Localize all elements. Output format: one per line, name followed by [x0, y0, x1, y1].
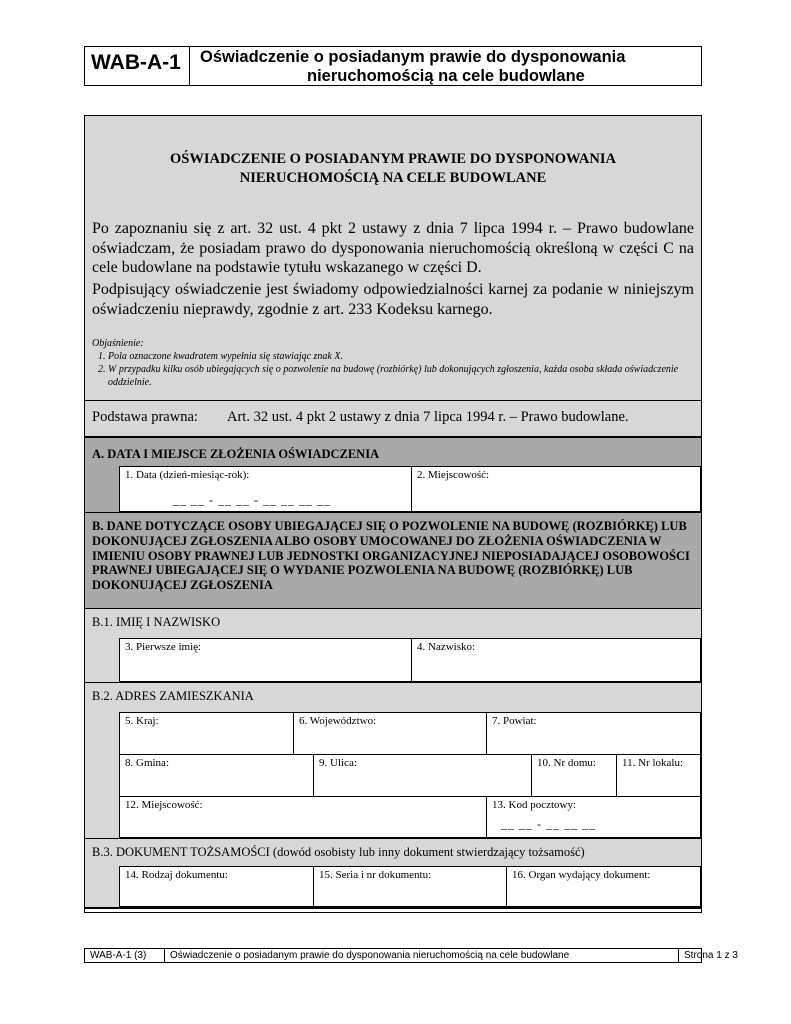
explanation	[92, 337, 694, 389]
footer-page-number: Strona 1 z 3	[684, 950, 738, 961]
section-b3-margin	[85, 866, 119, 907]
legal-basis	[85, 400, 701, 436]
last-name-field[interactable]	[411, 638, 701, 682]
postal-code-field[interactable]	[486, 796, 701, 838]
commune-field[interactable]	[119, 754, 314, 797]
form-frame	[84, 115, 702, 913]
document-issuer-label: 16. Organ wydający dokument:	[512, 869, 651, 881]
flat-number-field[interactable]	[616, 754, 701, 797]
house-number-field[interactable]	[531, 754, 617, 797]
document-number-label: 15. Seria i nr dokumentu:	[319, 869, 432, 881]
section-a-heading: A. DATA I MIEJSCE ZŁOŻENIA OŚWIADCZENIA	[85, 436, 701, 466]
form-title-line2: nieruchomością na cele budowlane	[307, 67, 585, 85]
footer-title: Oświadczenie o posiadanym prawie do dysponowania nieruchomością na cele budowlane	[165, 949, 679, 962]
explanation-item: 1. Pola oznaczone kwadratem wypełnia się stawiając znak X.	[108, 350, 694, 363]
document-type-label: 14. Rodzaj dokumentu:	[125, 869, 228, 881]
section-b3-heading: B.3. DOKUMENT TOŻSAMOŚCI (dowód osobisty lub inny dokument stwierdzający tożsamość)	[85, 838, 701, 866]
statement-title: OŚWIADCZENIE O POSIADANYM PRAWIE DO DYSPONOWANIA NIERUCHOMOŚCIĄ NA CELE BUDOWLANE	[170, 151, 616, 186]
postal-code-label: 13. Kod pocztowy:	[492, 799, 577, 811]
first-name-label: 3. Pierwsze imię:	[125, 641, 202, 653]
document-number-field[interactable]	[313, 866, 507, 907]
section-end-divider	[85, 907, 701, 912]
liability-paragraph: Podpisujący oświadczenie jest świadomy odpowiedzialności karnej za podanie w niniejszym oświadczeniu nieprawdy, zgodnie z art. 233 Kodeksu karnego.	[92, 281, 694, 318]
section-b2-heading: B.2. ADRES ZAMIESZKANIA	[85, 682, 701, 712]
form-header	[84, 46, 702, 86]
section-a-margin	[85, 466, 119, 512]
section-b2-margin	[85, 712, 119, 838]
country-field[interactable]	[119, 712, 294, 755]
city-field[interactable]	[119, 796, 487, 838]
document-issuer-field[interactable]	[506, 866, 701, 907]
county-label: 7. Powiat:	[492, 715, 537, 727]
last-name-label: 4. Nazwisko:	[417, 641, 476, 653]
city-label: 12. Miejscowość:	[125, 799, 203, 811]
place-field-label: 2. Miejscowość:	[417, 469, 490, 481]
legal-basis-label: Podstawa prawna:	[92, 409, 198, 425]
document-type-field[interactable]	[119, 866, 314, 907]
county-field[interactable]	[486, 712, 701, 755]
postal-code-mask: __ __ - __ __ __	[501, 817, 596, 831]
first-name-field[interactable]	[119, 638, 412, 682]
street-label: 9. Ulica:	[319, 757, 357, 769]
statement-paragraph: Po zapoznaniu się z art. 32 ust. 4 pkt 2 ustawy z dnia 7 lipca 1994 r. – Prawo budowlane oświadczam, że posiadam prawo do dysponowania nieruchomością określoną w części C na cele budowlane na podstawie tytułu wskazanego w części D.	[92, 220, 694, 276]
explanation-item: 2. W przypadku kilku osób ubiegających się o pozwolenie na budowę (rozbiórkę) lub dokonujących zgłoszenia, każda osoba składa oświadczenie oddzielnie.	[108, 363, 694, 389]
form-title-line1: Oświadczenie o posiadanym prawie do dysponowania	[200, 48, 626, 66]
voivodeship-field[interactable]	[293, 712, 487, 755]
form-title	[190, 47, 701, 85]
section-b1-margin	[85, 638, 119, 682]
flat-number-label: 11. Nr lokalu:	[622, 757, 683, 769]
date-field-label: 1. Data (dzień-miesiąc-rok):	[125, 469, 250, 481]
voivodeship-label: 6. Województwo:	[299, 715, 377, 727]
house-number-label: 10. Nr domu:	[537, 757, 596, 769]
date-mask: __ __ - __ __ - __ __ __ __	[173, 493, 331, 507]
place-field[interactable]	[411, 466, 701, 512]
form-code: WAB-A-1	[85, 47, 190, 85]
section-b-heading: B. DANE DOTYCZĄCE OSOBY UBIEGAJĄCEJ SIĘ O POZWOLENIE NA BUDOWĘ (ROZBIÓRKĘ) LUB DOKONUJĄCEJ ZGŁOSZENIA ALBO OSOBY UMOCOWANEJ DO ZŁOŻENIA OŚWIADCZENIA W IMIENIU OSOBY PRAWNEJ LUB JEDNOSTKI ORGANIZACYJNEJ NIEPOSIADAJĄCEJ OSOBOWOŚCI PRAWNEJ UBIEGAJĄCEJ SIĘ O WYDANIE POZWOLENIA NA BUDOWĘ (ROZBIÓRKĘ) LUB DOKONUJĄCEJ ZGŁOSZENIA	[85, 512, 701, 608]
commune-label: 8. Gmina:	[125, 757, 169, 769]
intro-section	[85, 116, 701, 400]
footer-code: WAB-A-1 (3)	[85, 949, 165, 962]
page-footer	[84, 948, 738, 963]
street-field[interactable]	[313, 754, 532, 797]
explanation-label: Objaśnienie:	[92, 338, 144, 349]
date-field[interactable]	[119, 466, 412, 512]
country-label: 5. Kraj:	[125, 715, 159, 727]
legal-basis-value: Art. 32 ust. 4 pkt 2 ustawy z dnia 7 lipca 1994 r. – Prawo budowlane.	[227, 409, 629, 425]
section-b1-heading: B.1. IMIĘ I NAZWISKO	[85, 608, 701, 638]
